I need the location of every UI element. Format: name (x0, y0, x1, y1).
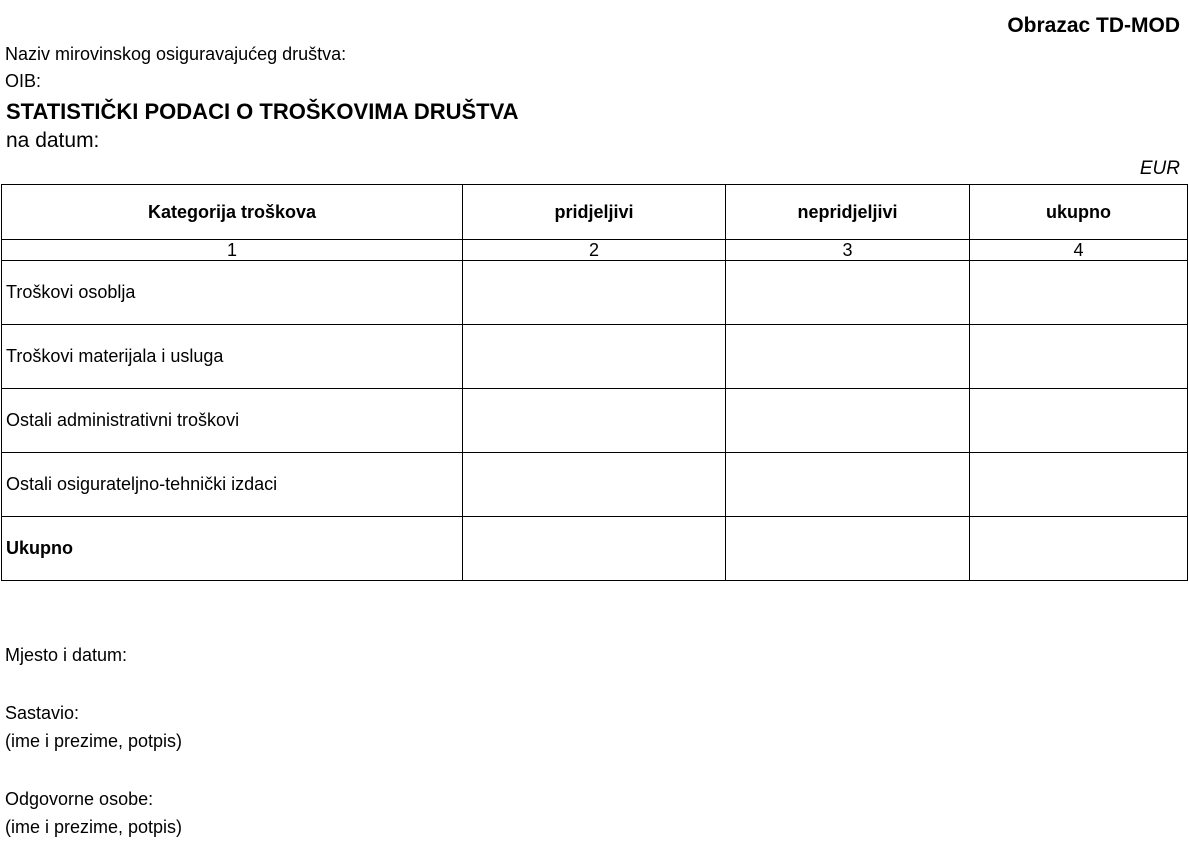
column-number-row (2, 240, 1188, 261)
allocable-cell[interactable] (463, 389, 726, 453)
non-allocable-cell[interactable] (726, 453, 970, 517)
cost-statistics-table (1, 184, 1188, 581)
header-allocable: pridjeljivi (463, 185, 726, 240)
form-code: Obrazac TD-MOD (1007, 14, 1180, 37)
header-cost-category: Kategorija troškova (2, 185, 463, 240)
oib-label: OIB: (5, 71, 42, 91)
header-total: ukupno (970, 185, 1188, 240)
place-date-label: Mjesto i datum: (5, 645, 128, 665)
table-row (2, 453, 1188, 517)
company-name-label: Naziv mirovinskog osiguravajućeg društva: (5, 44, 347, 64)
column-number: 1 (2, 240, 463, 261)
date-label: na datum: (6, 129, 100, 152)
row-label-admin-costs: Ostali administrativni troškovi (2, 389, 463, 453)
total-cell[interactable] (970, 389, 1188, 453)
table-row (2, 389, 1188, 453)
table-header-row (2, 185, 1188, 240)
allocable-cell[interactable] (463, 453, 726, 517)
row-label-material-costs: Troškovi materijala i usluga (2, 325, 463, 389)
header-non-allocable: nepridjeljivi (726, 185, 970, 240)
non-allocable-cell[interactable] (726, 325, 970, 389)
allocable-cell[interactable] (463, 325, 726, 389)
column-number: 3 (726, 240, 970, 261)
currency-label: EUR (1139, 158, 1180, 179)
composed-by-hint: (ime i prezime, potpis) (5, 731, 183, 751)
row-label-total: Ukupno (2, 517, 463, 581)
allocable-cell[interactable] (463, 261, 726, 325)
total-cell[interactable] (970, 453, 1188, 517)
table-row (2, 325, 1188, 389)
column-number: 4 (970, 240, 1188, 261)
table-total-row (2, 517, 1188, 581)
responsible-persons-hint: (ime i prezime, potpis) (5, 817, 183, 837)
total-cell[interactable] (970, 261, 1188, 325)
total-cell[interactable] (970, 517, 1188, 581)
allocable-cell[interactable] (463, 517, 726, 581)
column-number: 2 (463, 240, 726, 261)
row-label-staff-costs: Troškovi osoblja (2, 261, 463, 325)
total-cell[interactable] (970, 325, 1188, 389)
non-allocable-cell[interactable] (726, 517, 970, 581)
responsible-persons-label: Odgovorne osobe: (5, 789, 154, 809)
composed-by-label: Sastavio: (5, 703, 80, 723)
table-row (2, 261, 1188, 325)
non-allocable-cell[interactable] (726, 261, 970, 325)
document-title: STATISTIČKI PODACI O TROŠKOVIMA DRUŠTVA (6, 99, 519, 124)
row-label-technical-expenses: Ostali osigurateljno-tehnički izdaci (2, 453, 463, 517)
non-allocable-cell[interactable] (726, 389, 970, 453)
